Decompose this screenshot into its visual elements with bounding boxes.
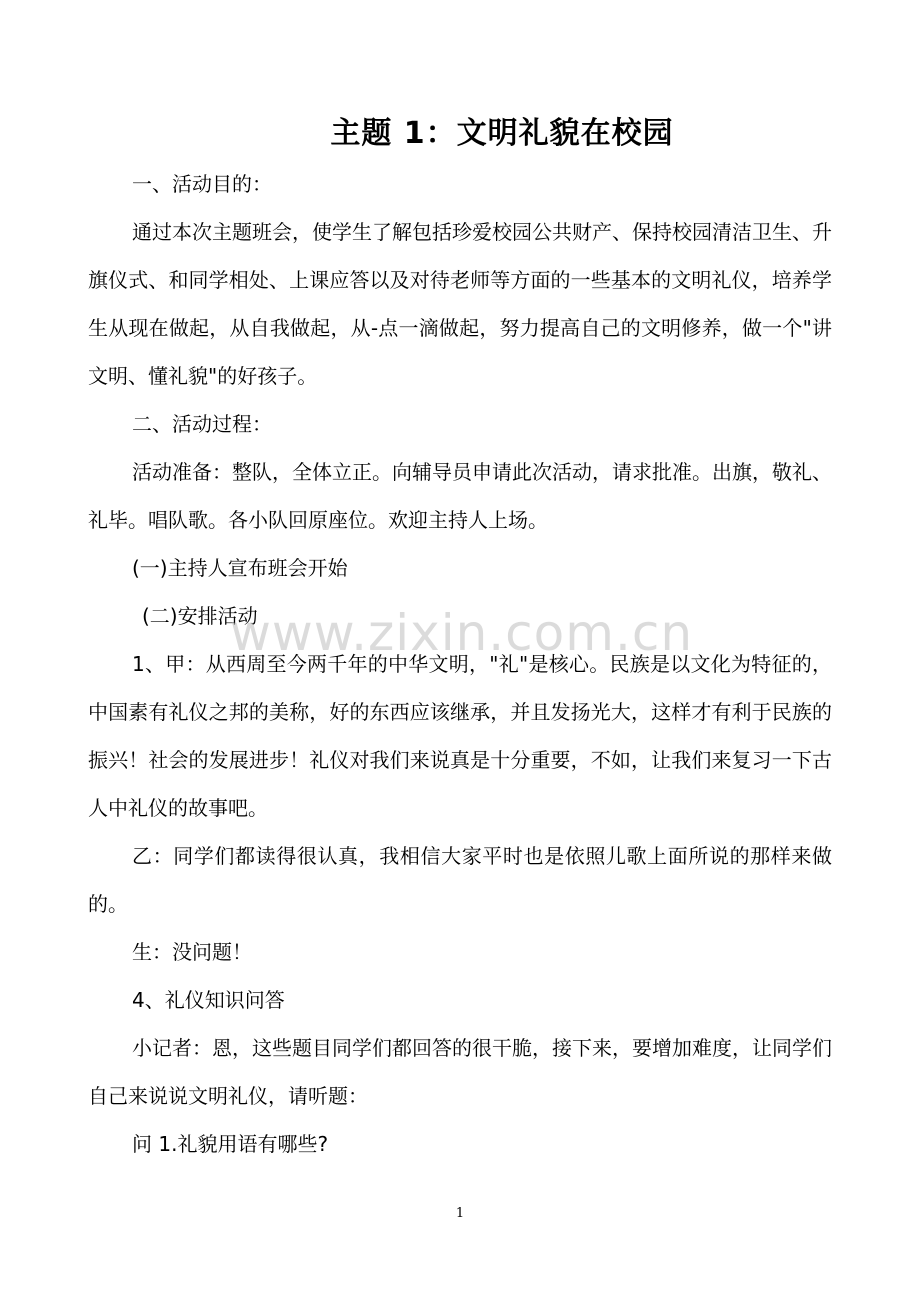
paragraph-purpose: 通过本次主题班会，使学生了解包括珍爱校园公共财产、保持校园清洁卫生、升旗仪式、和同学相处、上课应答以及对待老师等方面的一些基本的文明礼仪，培养学生从现在做起，从自我做起，从-点一滴做起，努力提高自己的文明修养，做一个"讲文明、懂礼貌"的好孩子。 — [88, 220, 832, 388]
paragraph-step-two: (二)安排活动 — [142, 604, 258, 628]
paragraph-quiz-heading: 4、礼仪知识问答 — [132, 988, 285, 1012]
section-heading-process: 二、活动过程： — [132, 412, 272, 436]
document-body — [88, 160, 832, 1168]
page-number: 1 — [455, 1206, 465, 1221]
paragraph-speaker-b: 乙：同学们都读得很认真，我相信大家平时也是依照儿歌上面所说的那样来做的。 — [88, 844, 832, 916]
section-heading-purpose: 一、活动目的： — [132, 172, 272, 196]
paragraph-preparation: 活动准备：整队，全体立正。向辅导员申请此次活动，请求批准。出旗，敬礼、礼毕。唱队歌。各小队回原座位。欢迎主持人上场。 — [88, 460, 832, 532]
watermark: www.zixin.com.cn — [230, 604, 694, 662]
document-title: 主题 1：文明礼貌在校园 — [330, 116, 674, 151]
paragraph-question-one: 问 1.礼貌用语有哪些? — [132, 1132, 329, 1156]
paragraph-students: 生：没问题！ — [132, 940, 252, 964]
paragraph-speaker-a: 1、甲：从西周至今两千年的中华文明，"礼"是核心。民族是以文化为特征的，中国素有礼仪之邦的美称，好的东西应该继承，并且发扬光大，这样才有利于民族的振兴！社会的发展进步！礼仪对我们来说真是十分重要，不如，让我们来复习一下古人中礼仪的故事吧。 — [88, 652, 832, 820]
paragraph-reporter: 小记者：恩，这些题目同学们都回答的很干脆，接下来，要增加难度，让同学们自己来说说文明礼仪，请听题： — [88, 1036, 832, 1108]
paragraph-step-one: (一)主持人宣布班会开始 — [132, 556, 348, 580]
